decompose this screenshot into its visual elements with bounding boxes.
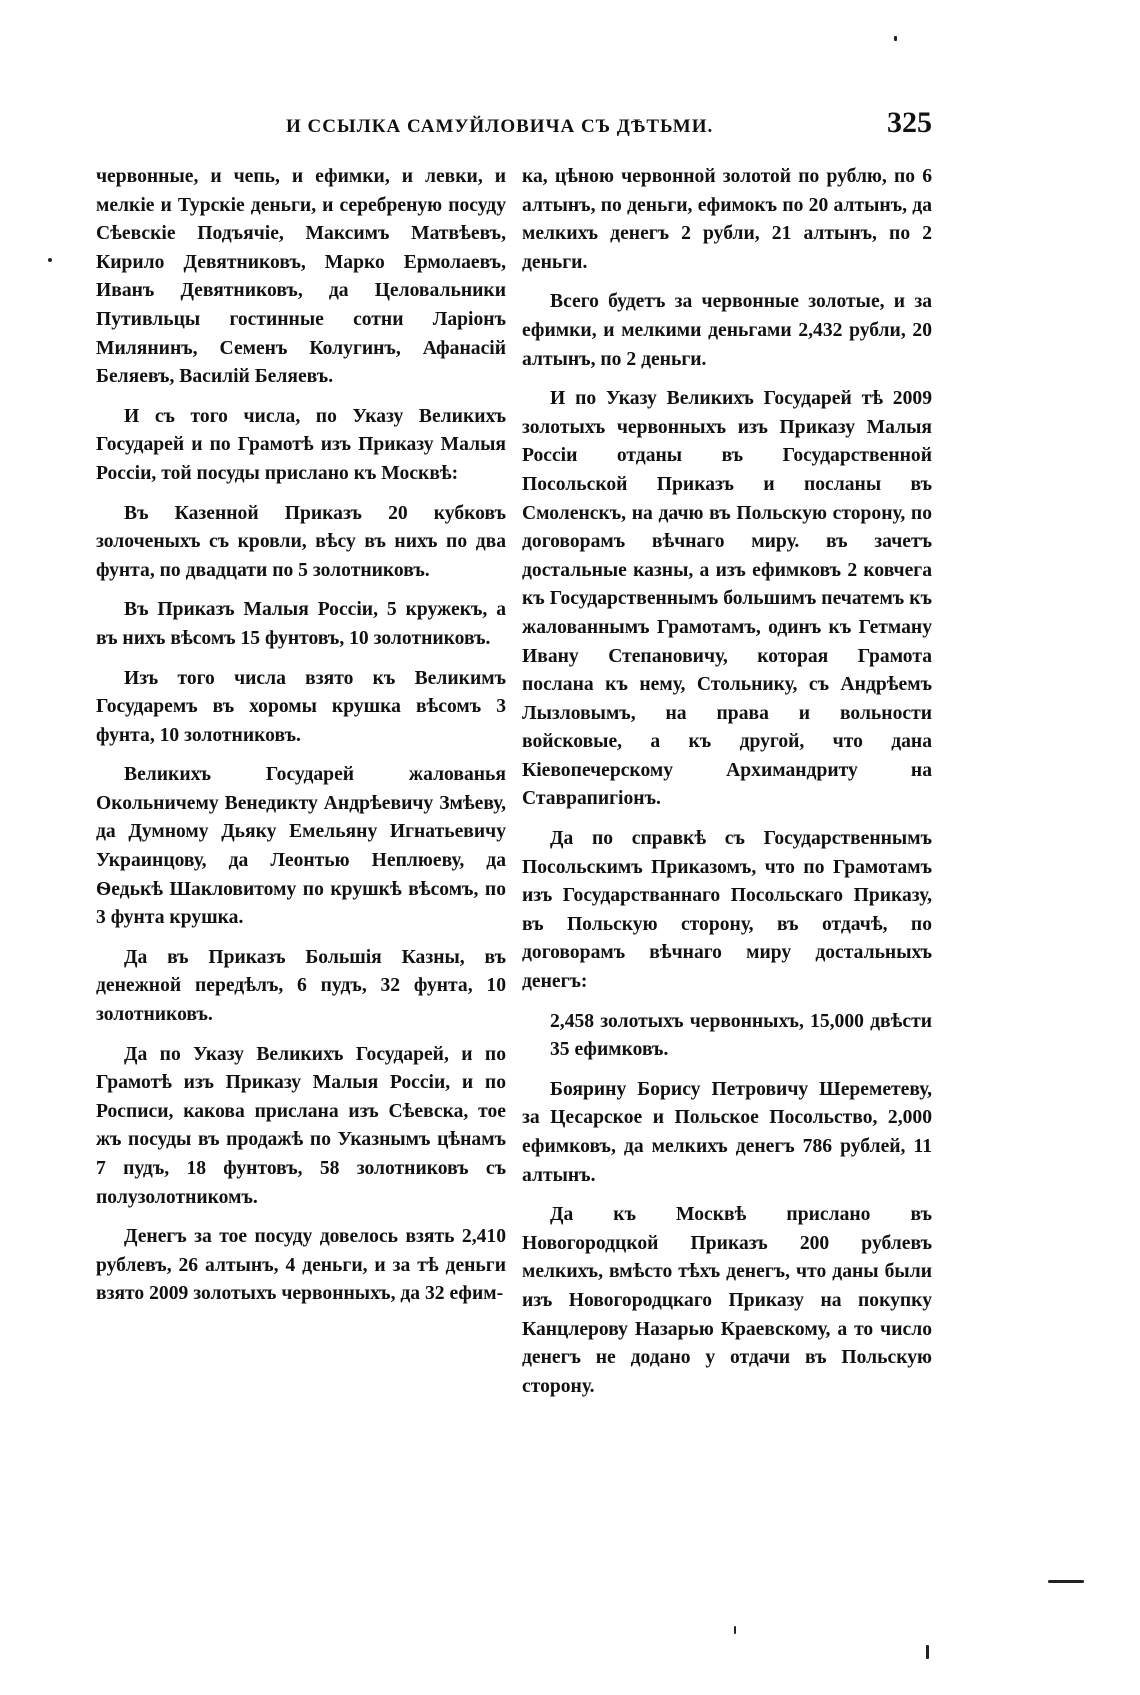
- ink-speck: [48, 258, 52, 262]
- left-column: [96, 163, 506, 1320]
- page-number: 325: [887, 106, 932, 139]
- paragraph: Боярину Борису Петровичу Шереметеву, за Цесарское и Польское Посольство, 2,000 ефимковъ, да мелкихъ денегъ 786 рублей, 11 алтынъ.: [522, 1078, 932, 1186]
- paragraph: Да по справкѣ съ Государственнымъ Посольскимъ Приказомъ, что по Грамотамъ изъ Государстваннаго Посольскаго Приказу, въ Польскую сторону, въ отдачѣ, по договорамъ вѣчнаго миру достальныхъ денегъ:: [522, 828, 932, 993]
- paragraph: Въ Приказъ Малыя Россіи, 5 кружекъ, а въ нихъ вѣсомъ 15 фунтовъ, 10 золотниковъ.: [96, 599, 506, 649]
- running-title: И ССЫЛКА САМУЙЛОВИЧА СЪ ДѢТЬМИ.: [286, 116, 714, 137]
- paragraph: ка, цѣною червонной золотой по рублю, по 6 алтынъ, по деньги, ефимокъ по 20 алтынъ, да мелкихъ денегъ 2 рубли, 21 алтынъ, по 2 деньги.: [522, 166, 932, 273]
- paragraph: Изъ того числа взято къ Великимъ Государемъ въ хоромы крушка вѣсомъ 3 фунта, 10 золотниковъ.: [96, 667, 506, 746]
- paragraph: Всего будетъ за червонные золотые, и за ефимки, и мелкими деньгами 2,432 рубли, 20 алтынъ, по 2 деньги.: [522, 291, 932, 370]
- ink-speck: [734, 1626, 736, 1634]
- paragraph: Да къ Москвѣ прислано въ Новогородцкой Приказъ 200 рублевъ мелкихъ, вмѣсто тѣхъ денегъ, что даны были изъ Новогородцкаго Приказу на покупку Канцлерову Назарью Краевскому, а то число денегъ не додано у отдачи въ Польскую сторону.: [522, 1204, 932, 1397]
- ink-speck: [926, 1645, 929, 1659]
- paragraph: И по Указу Великихъ Государей тѣ 2009 золотыхъ червонныхъ изъ Приказу Малыя Россіи отданы въ Государственной Посольской Приказъ и посланы въ Смоленскъ, на дачю въ Польскую сторону, по договорамъ вѣчнаго миру. въ зачетъ достальные казны, а изъ ефимковъ 2 ковчега къ Государственнымъ большимъ печатемъ къ жалованнымъ Грамотамъ, одинъ къ Гетману Ивану Степановичу, которая Грамота послана къ нему, Стольнику, съ Андрѣемъ Лызловымъ, на права и вольности войсковые, а къ другой, что дана Кіевопечерскому Архимандриту на Ставрапигіонъ.: [522, 388, 932, 810]
- paragraph: Денегъ за тое посуду довелось взять 2,410 рублевъ, 26 алтынъ, 4 деньги, и за тѣ деньги взято 2009 золотыхъ червонныхъ, да 32 ефим-: [96, 1226, 506, 1305]
- paragraph: И съ того числа, по Указу Великихъ Государей и по Грамотѣ изъ Приказу Малыя Россіи, той посуды прислано къ Москвѣ:: [96, 405, 506, 484]
- right-column: [522, 163, 932, 1412]
- paragraph: Въ Казенной Приказъ 20 кубковъ золоченыхъ съ кровли, вѣсу въ нихъ по два фунта, по двадцати по 5 золотниковъ.: [96, 502, 506, 581]
- paragraph: Да въ Приказъ Большія Казны, въ денежной передѣлъ, 6 пудъ, 32 фунта, 10 золотниковъ.: [96, 946, 506, 1026]
- paragraph: Великихъ Государей жалованья Окольничему Венедикту Андрѣевичу Змѣеву, да Думному Дьяку Емельяну Игнатьевичу Украинцову, да Леонтью Неплюеву, да Ѳедькѣ Шакловитому по крушкѣ вѣсомъ, по 3 фунта крушка.: [96, 764, 506, 929]
- paragraph: Да по Указу Великихъ Государей, и по Грамотѣ изъ Приказу Малыя Россіи, и по Росписи, какова прислана изъ Сѣевска, тое жъ посуды въ продажѣ по Указнымъ цѣнамъ 7 пудъ, 18 фунтовъ, 58 золотниковъ съ полузолотникомъ.: [96, 1043, 506, 1208]
- paragraph: 2,458 золотыхъ червонныхъ, 15,000 двѣсти 35 ефимковъ.: [550, 1010, 932, 1061]
- paragraph: червонные, и чепь, и ефимки, и левки, и мелкіе и Турскіе деньги, и серебреную посуду Сѣевскіе Подъячіе, Максимъ Матвѣевъ, Кирило Девятниковъ, Марко Ермолаевъ, Иванъ Девятниковъ, да Целовальники Путивльцы гостинные сотни Ларіонъ Милянинъ, Семенъ Колугинъ, Афанасій Беляевъ, Василій Беляевъ.: [96, 166, 506, 388]
- margin-dash-mark: [1048, 1580, 1084, 1583]
- page-header: [96, 106, 932, 152]
- ink-speck: [894, 36, 897, 41]
